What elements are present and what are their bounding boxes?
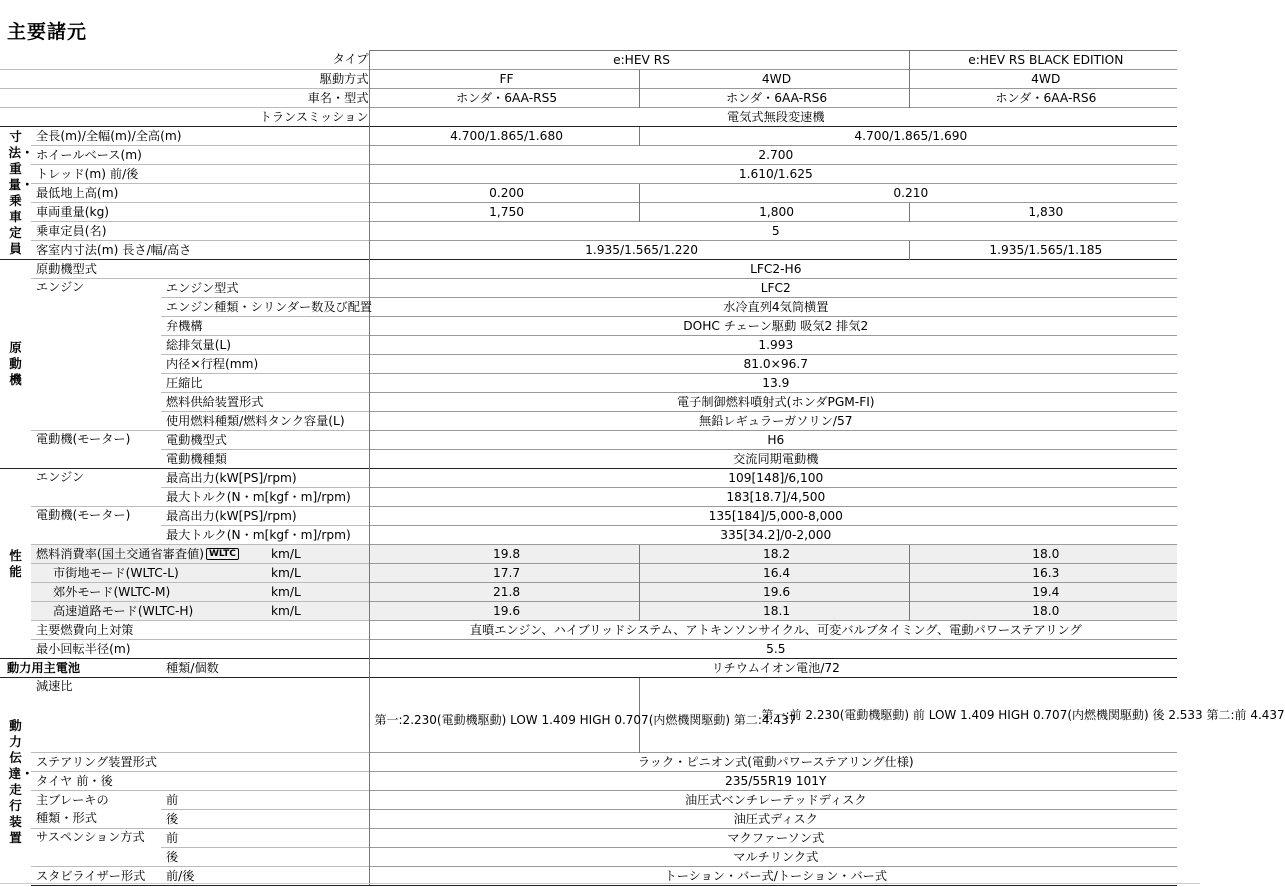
clearance-value: 0.200 [369,184,639,203]
fuel-economy-value: 18.0 [909,545,1177,564]
disp-value: 1.993 [369,336,1177,355]
brake-label: 主ブレーキの [31,791,161,810]
row-susp-front [0,829,1177,848]
ratio-4wd-value: 第一:前 2.230(電動機駆動) 前 LOW 1.409 HIGH 0.707(内燃機関駆動) 後 2.533 第二:前 4.437 [639,678,1177,753]
measures-label: 主要燃費向上対策 [31,621,369,640]
row-e-power [0,469,1177,488]
steer-label: ステアリング装置形式 [31,753,369,772]
trans-label: トランスミッション [0,108,369,127]
row-radius [0,640,1177,659]
highway-label: 高速道路モード(WLTC-H) [31,602,271,621]
drive-value: FF [369,70,639,89]
susp-rear-value: マルチリンク式 [369,848,1177,867]
brake-rear-value: 油圧式ディスク [369,810,1177,829]
trans-value: 電気式無段変速機 [369,108,1177,127]
weight-value: 1,830 [909,203,1177,222]
city-value: 17.7 [369,564,639,583]
perf-motor-label: 電動機(モーター) [31,507,161,545]
susp-front-value: マクファーソン式 [369,829,1177,848]
row-tire [0,772,1177,791]
suburb-value: 19.4 [909,583,1177,602]
cabin-value: 1.935/1.565/1.220 [369,241,909,260]
valve-value: DOHC チェーン駆動 吸気2 排気2 [369,317,1177,336]
row-measures [0,621,1177,640]
row-fuelsys [0,393,1177,412]
fuel-value: 無鉛レギュラーガソリン/57 [369,412,1177,431]
brake-front-label: 前 [161,791,369,810]
length-value: 4.700/1.865/1.690 [639,127,1177,146]
engine-group-label: エンジン [31,279,161,431]
unit-label: km/L [271,583,369,602]
row-fuel-economy [0,545,1177,564]
m-power-value: 135[184]/5,000-8,000 [369,507,1177,526]
wltc-badge: WLTC [206,548,239,560]
disp-label: 総排気量(L) [161,336,369,355]
e-torque-label: 最大トルク(N・m[kgf・m]/rpm) [161,488,369,507]
e-power-value: 109[148]/6,100 [369,469,1177,488]
row-susp-rear [0,848,1177,867]
row-valve [0,317,1177,336]
row-m-power [0,507,1177,526]
weight-label: 車両重量(kg) [31,203,369,222]
row-disp [0,336,1177,355]
elec-kind-value: 交流同期電動機 [369,450,1177,469]
bore-value: 81.0×96.7 [369,355,1177,374]
elec-kind-label: 電動機種類 [161,450,369,469]
row-highway [0,602,1177,621]
row-battery [0,659,1177,678]
cyl-label: エンジン種類・シリンダー数及び配置 [161,298,369,317]
susp-rear-label: 後 [161,848,369,867]
row-type [0,51,1177,70]
drive-value: 4WD [639,70,909,89]
city-value: 16.4 [639,564,909,583]
type-rs: e:HEV RS [369,51,909,70]
drive-value: 4WD [909,70,1177,89]
fuel-economy-label: 燃料消費率(国土交通省審査値) WLTC [31,545,271,564]
engine-type-value: LFC2 [369,279,1177,298]
battery-kind-value: リチウムイオン電池/72 [369,659,1177,678]
section-perf: 性能 [0,469,31,659]
comp-value: 13.9 [369,374,1177,393]
city-label: 市街地モード(WLTC-L) [31,564,271,583]
elec-group-label: 電動機(モーター) [31,431,161,469]
unit-label: km/L [271,545,369,564]
section-dims: 寸法・重量・乗車定員 [0,127,31,260]
capacity-label: 乗車定員(名) [31,222,369,241]
highway-value: 18.1 [639,602,909,621]
fuelsys-label: 燃料供給装置形式 [161,393,369,412]
row-cabin [0,241,1177,260]
row-elec-kind [0,450,1177,469]
section-drive: 動力伝達・走行装置 [0,678,31,886]
section-battery: 動力用主電池 [0,659,161,678]
steer-value: ラック・ピニオン式(電動パワーステアリング仕様) [369,753,1177,772]
motor-model-label: 原動機型式 [31,260,369,279]
drive-label: 駆動方式 [0,70,369,89]
susp-front-label: 前 [161,829,369,848]
stab-label: スタビライザー形式 [31,867,161,886]
model-label: 車名・型式 [0,89,369,108]
clearance-value: 0.210 [639,184,1177,203]
cabin-value: 1.935/1.565/1.185 [909,241,1177,260]
row-length [0,127,1177,146]
e-torque-value: 183[18.7]/4,500 [369,488,1177,507]
ratio-ff-value: 第一:2.230(電動機駆動) LOW 1.409 HIGH 0.707(内燃機関駆動) 第二:4.437 [369,678,639,753]
valve-label: 弁機構 [161,317,369,336]
suburb-label: 郊外モード(WLTC-M) [31,583,271,602]
row-weight [0,203,1177,222]
capacity-value: 5 [369,222,1177,241]
row-drive [0,70,1177,89]
tire-label: タイヤ 前・後 [31,772,369,791]
brake-label-2: 種類・形式 [36,811,97,826]
row-brake-rear [0,810,1177,829]
row-suburb [0,583,1177,602]
fuel-economy-value: 19.8 [369,545,639,564]
wheelbase-value: 2.700 [369,146,1177,165]
row-steer [0,753,1177,772]
row-wheelbase [0,146,1177,165]
wheelbase-label: ホイールベース(m) [31,146,369,165]
spec-table [0,50,1285,886]
row-ratio [0,678,1177,753]
row-comp [0,374,1177,393]
weight-value: 1,800 [639,203,909,222]
bore-label: 内径×行程(mm) [161,355,369,374]
row-engine-type [0,279,1177,298]
unit-label: km/L [271,564,369,583]
type-black-edition: e:HEV RS BLACK EDITION [909,51,1177,70]
comp-label: 圧縮比 [161,374,369,393]
stab-value: トーション・バー式/トーション・バー式 [369,867,1177,886]
cabin-label: 客室内寸法(m) 長さ/幅/高さ [31,241,369,260]
row-tread [0,165,1177,184]
length-value: 4.700/1.865/1.680 [369,127,639,146]
unit-label: km/L [271,602,369,621]
elec-model-label: 電動機型式 [161,431,369,450]
row-city [0,564,1177,583]
row-brake-front [0,791,1177,810]
tire-value: 235/55R19 101Y [369,772,1177,791]
row-fuel [0,412,1177,431]
row-trans [0,108,1177,127]
weight-value: 1,750 [369,203,639,222]
model-value: ホンダ・6AA-RS5 [369,89,639,108]
stab-pos-label: 前/後 [161,867,369,886]
perf-engine-label: エンジン [31,469,161,507]
radius-value: 5.5 [369,640,1177,659]
row-clearance [0,184,1177,203]
brake-rear-label: 後 [161,810,369,829]
fuel-economy-value: 18.2 [639,545,909,564]
suburb-value: 19.6 [639,583,909,602]
type-label: タイプ [332,52,369,67]
elec-model-value: H6 [369,431,1177,450]
row-m-torque [0,526,1177,545]
ratio-label: 減速比 [31,678,369,753]
engine-type-label: エンジン型式 [161,279,369,298]
m-power-label: 最高出力(kW[PS]/rpm) [161,507,369,526]
battery-kind-label: 種類/個数 [161,659,369,678]
motor-model-value: LFC2-H6 [369,260,1177,279]
section-engine: 原動機 [0,260,31,469]
highway-value: 18.0 [909,602,1177,621]
m-torque-label: 最大トルク(N・m[kgf・m]/rpm) [161,526,369,545]
row-capacity [0,222,1177,241]
cyl-value: 水冷直列4気筒横置 [369,298,1177,317]
row-model [0,89,1177,108]
brake-front-value: 油圧式ベンチレーテッドディスク [369,791,1177,810]
row-bore [0,355,1177,374]
clearance-label: 最低地上高(m) [31,184,369,203]
e-power-label: 最高出力(kW[PS]/rpm) [161,469,369,488]
tread-value: 1.610/1.625 [369,165,1177,184]
row-e-torque [0,488,1177,507]
radius-label: 最小回転半径(m) [31,640,369,659]
bottom-divider [0,883,1200,884]
suburb-value: 21.8 [369,583,639,602]
row-cyl [0,298,1177,317]
fuelsys-value: 電子制御燃料噴射式(ホンダPGM-FI) [369,393,1177,412]
susp-label: サスペンション方式 [31,829,161,867]
m-torque-value: 335[34.2]/0-2,000 [369,526,1177,545]
model-value: ホンダ・6AA-RS6 [909,89,1177,108]
fuel-label: 使用燃料種類/燃料タンク容量(L) [161,412,369,431]
model-value: ホンダ・6AA-RS6 [639,89,909,108]
row-elec-model [0,431,1177,450]
length-label: 全長(m)/全幅(m)/全高(m) [31,127,369,146]
page-title: 主要諸元 [7,21,88,43]
highway-value: 19.6 [369,602,639,621]
row-motor-model [0,260,1177,279]
city-value: 16.3 [909,564,1177,583]
tread-label: トレッド(m) 前/後 [31,165,369,184]
measures-value: 直噴エンジン、ハイブリッドシステム、アトキンソンサイクル、可変バルブタイミング、電動パワーステアリング [369,621,1177,640]
